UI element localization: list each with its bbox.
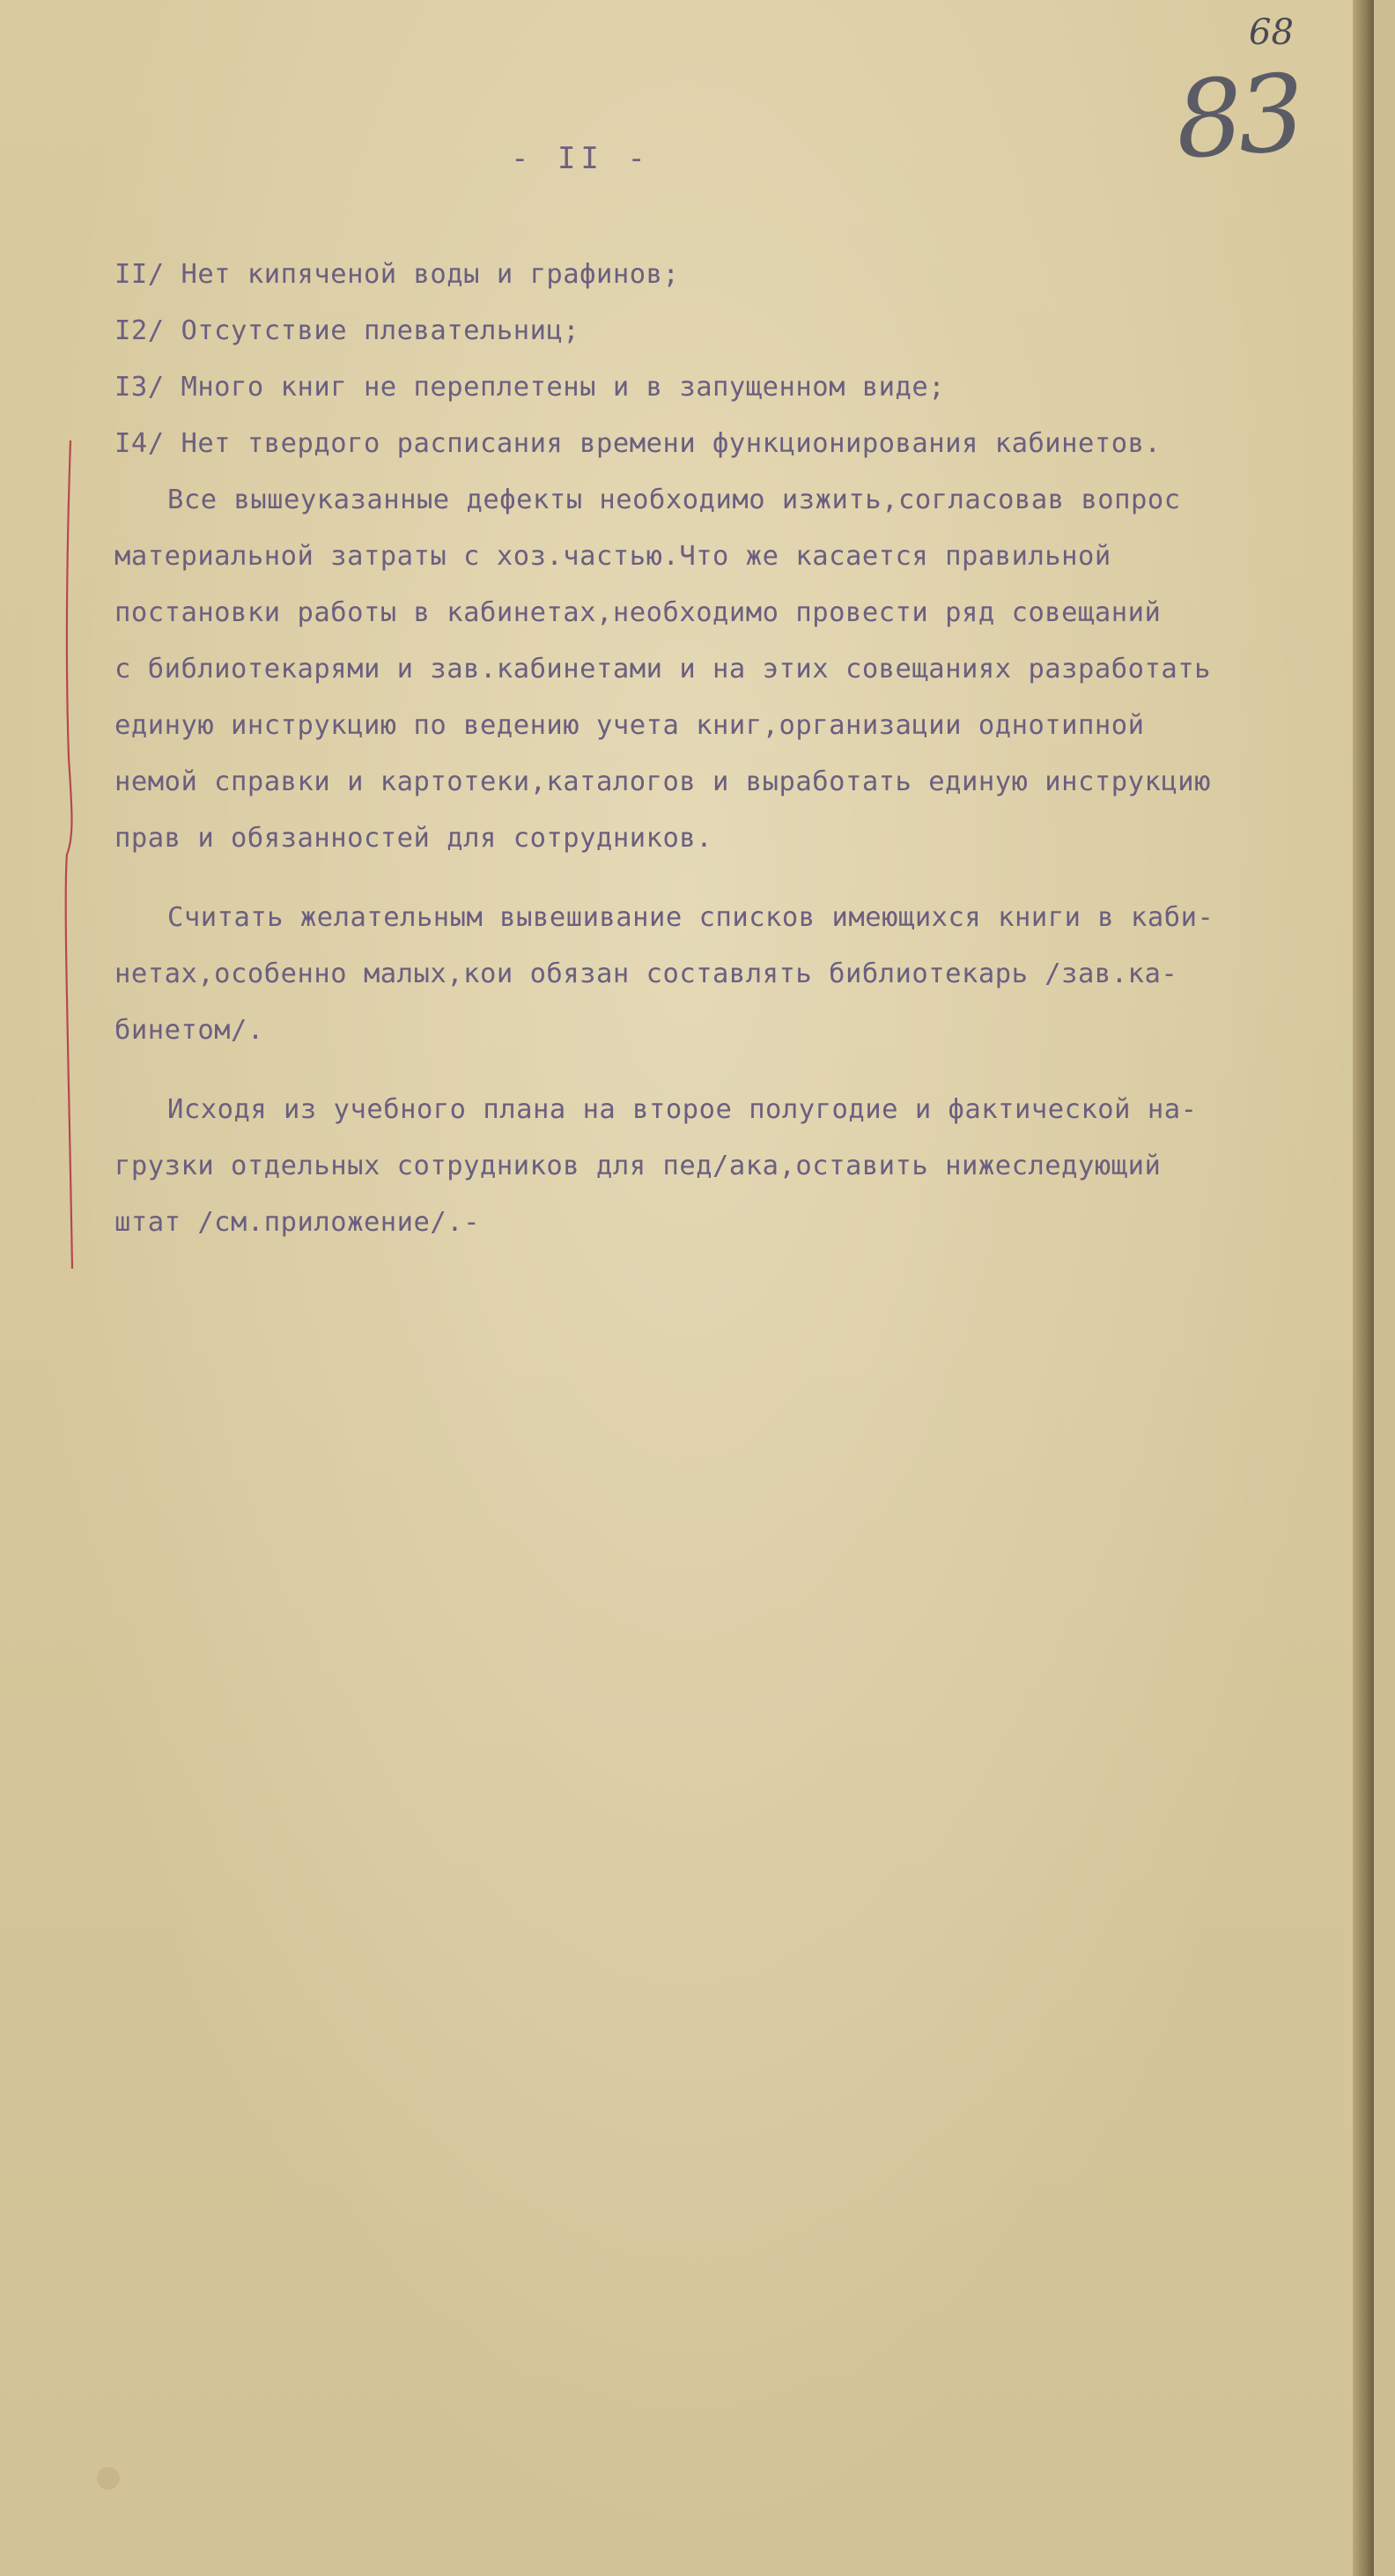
page-edge xyxy=(1353,0,1374,2576)
paper-smudge xyxy=(97,2467,120,2490)
corner-archive-mark: 68 xyxy=(1249,12,1294,53)
margin-pencil-mark xyxy=(63,440,72,1269)
list-item: II/ Нет кипяченой воды и графинов; xyxy=(114,259,680,290)
paragraph-line: нетах,особенно малых,кои обязан составлять библиотекарь /зав.ка- xyxy=(114,959,1178,989)
paragraph-line: единую инструкцию по ведению учета книг,организации однотипной xyxy=(114,710,1145,741)
paragraph-line: с библиотекарями и зав.кабинетами и на этих совещаниях разработать xyxy=(114,654,1211,685)
typed-body-text xyxy=(114,247,1339,1251)
folio-number: 83 xyxy=(1171,52,1304,183)
paragraph-line: Все вышеуказанные дефекты необходимо изжить,согласовав вопрос xyxy=(167,485,1181,515)
paragraph-gap xyxy=(114,867,1339,890)
paragraph-line: материальной затраты с хоз.частью.Что же касается правильной xyxy=(114,541,1111,572)
paragraph-line: грузки отдельных сотрудников для пед/ака,оставить нижеследующий xyxy=(114,1151,1162,1181)
paragraph-line: немой справки и картотеки,каталогов и выработать единую инструкцию xyxy=(114,766,1211,797)
page-number: - II - xyxy=(511,141,651,176)
list-item: I3/ Много книг не переплетены и в запущенном виде; xyxy=(114,372,946,403)
list-item: I4/ Нет твердого расписания времени функционирования кабинетов. xyxy=(114,428,1162,459)
paragraph-line: Исходя из учебного плана на второе полугодие и фактической на- xyxy=(167,1094,1198,1125)
paragraph-gap xyxy=(114,1059,1339,1082)
paragraph-line: Считать желательным вывешивание списков имеющихся книги в каби- xyxy=(167,902,1214,933)
list-item: I2/ Отсутствие плевательниц; xyxy=(114,315,580,346)
paragraph-line: прав и обязанностей для сотрудников. xyxy=(114,823,713,854)
paragraph-line: штат /см.приложение/.- xyxy=(114,1207,480,1238)
paragraph-line: бинетом/. xyxy=(114,1015,264,1046)
paragraph-line: постановки работы в кабинетах,необходимо провести ряд совещаний xyxy=(114,597,1162,628)
